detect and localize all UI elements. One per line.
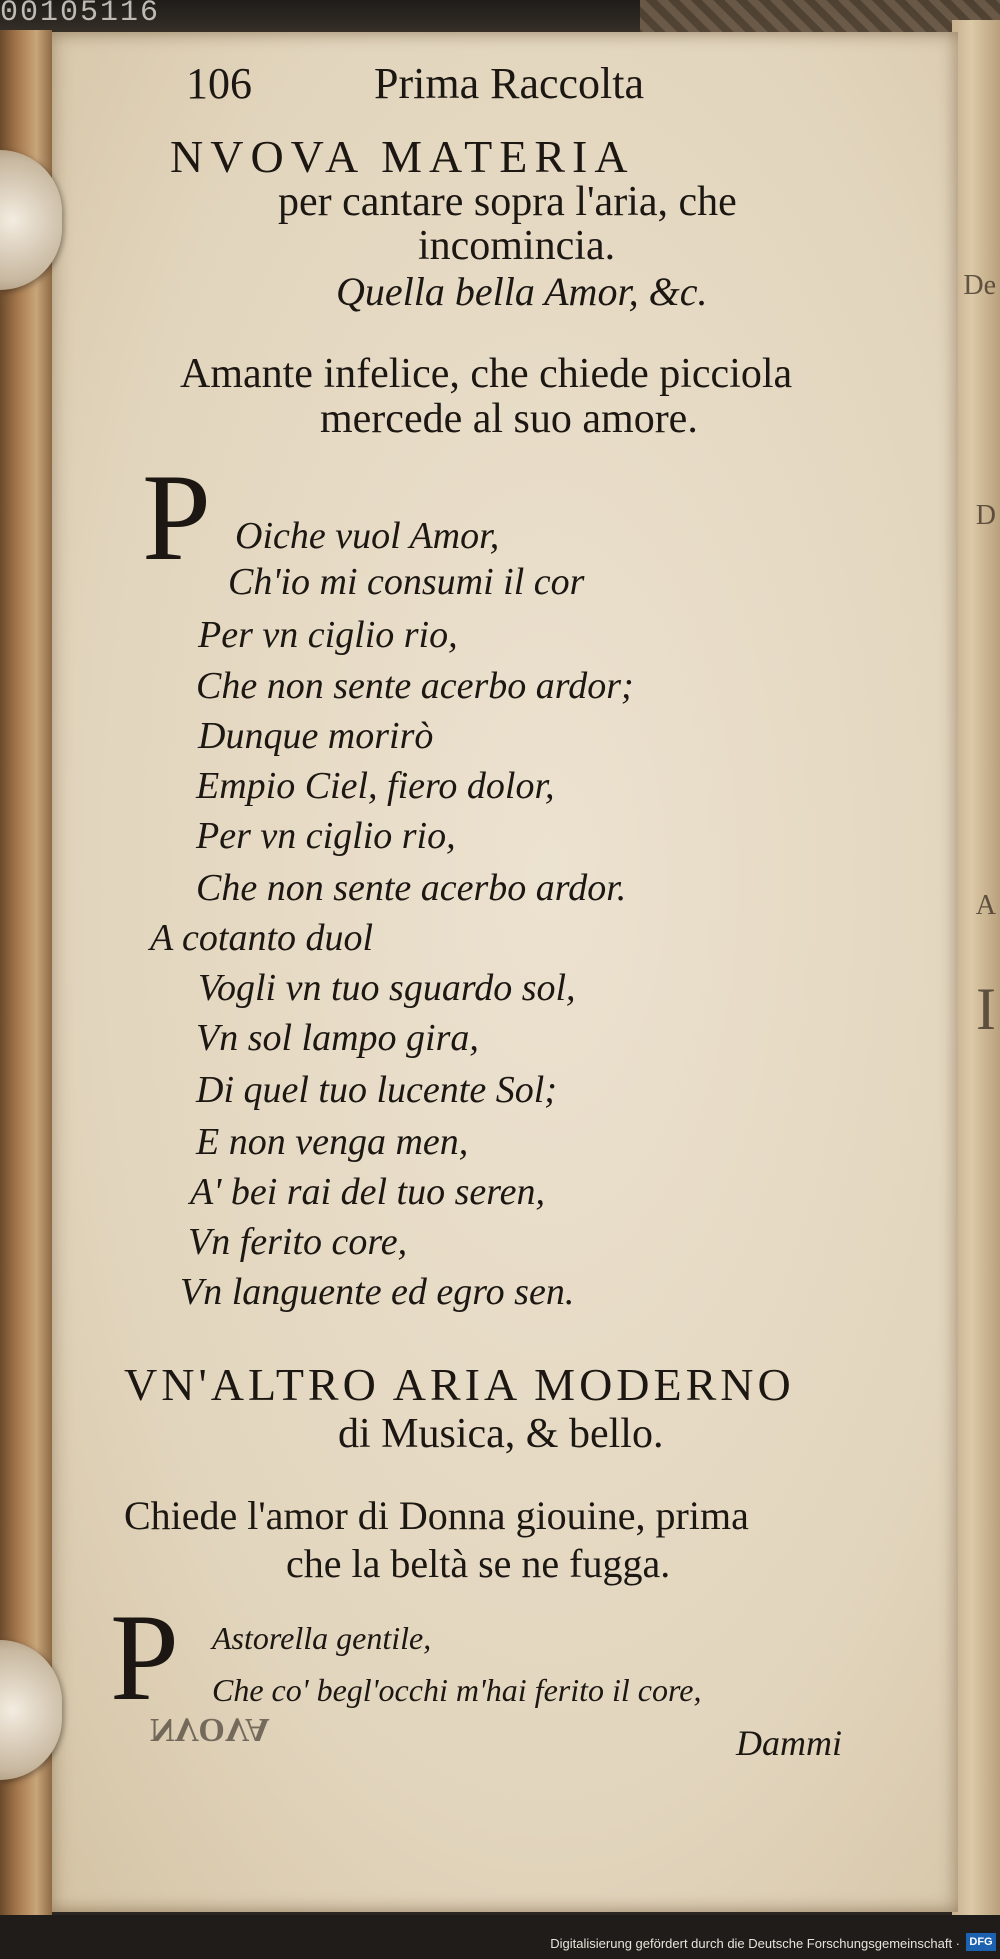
section-subtitle: incomincia. xyxy=(418,223,616,269)
poem-argument: mercede al suo amore. xyxy=(320,396,698,442)
dfg-logo: DFG xyxy=(966,1933,996,1951)
air-incipit: Quella bella Amor, &c. xyxy=(336,269,708,314)
verse-line: Vogli vn tuo sguardo sol, xyxy=(198,967,576,1009)
verse-line: Che non sente acerbo ardor; xyxy=(196,665,634,707)
verse-line: Ch'io mi consumi il cor xyxy=(228,561,585,603)
verse-line: Oiche vuol Amor, xyxy=(235,515,500,557)
verse-line: Astorella gentile, xyxy=(212,1620,432,1656)
section-title: NVOVA MATERIA xyxy=(170,131,635,182)
edge-fragment: I xyxy=(976,976,996,1042)
offset-ghost-print: NVOVA xyxy=(150,1711,270,1748)
edge-fragment: A xyxy=(975,890,996,921)
edge-fragment: De xyxy=(963,270,996,301)
verse-line: Empio Ciel, fiero dolor, xyxy=(196,765,555,807)
book-binding xyxy=(0,30,52,1920)
verse-line: Per vn ciglio rio, xyxy=(196,815,456,857)
edge-fragment: D xyxy=(975,500,996,531)
drop-cap: P xyxy=(142,449,211,586)
running-title: Prima Raccolta xyxy=(374,59,645,108)
verse-line: Per vn ciglio rio, xyxy=(198,614,458,656)
facing-page-edge xyxy=(952,20,1000,1920)
verse-line: Vn sol lampo gira, xyxy=(196,1017,479,1059)
verse-line: Vn ferito core, xyxy=(188,1221,408,1263)
verse-line: A' bei rai del tuo seren, xyxy=(190,1171,545,1213)
verse-line: Di quel tuo lucente Sol; xyxy=(196,1069,557,1111)
verse-line: A cotanto duol xyxy=(150,917,374,959)
verse-line: Che non sente acerbo ardor. xyxy=(196,867,627,909)
poem-argument: Amante infelice, che chiede picciola xyxy=(180,351,793,397)
scan-id-label: 00105116 xyxy=(0,0,161,30)
page-number: 106 xyxy=(186,59,252,108)
poem-argument: Chiede l'amor di Donna giouine, prima xyxy=(124,1493,749,1538)
verse-line: Che co' begl'occhi m'hai ferito il core, xyxy=(212,1672,702,1708)
section-subtitle: per cantare sopra l'aria, che xyxy=(278,179,737,225)
digitization-credit: Digitalisierung gefördert durch die Deutsche Forschungsgemeinschaft · xyxy=(550,1936,960,1951)
catchword: Dammi xyxy=(736,1723,842,1763)
verse-line: Vn languente ed egro sen. xyxy=(180,1271,575,1313)
verse-line: Dunque morirò xyxy=(198,715,434,757)
section-subtitle: di Musica, & bello. xyxy=(338,1411,664,1457)
section-title: VN'ALTRO ARIA MODERNO xyxy=(124,1359,795,1410)
drop-cap: P xyxy=(110,1589,179,1726)
verse-line: E non venga men, xyxy=(196,1121,469,1163)
poem-argument: che la beltà se ne fugga. xyxy=(286,1541,671,1586)
